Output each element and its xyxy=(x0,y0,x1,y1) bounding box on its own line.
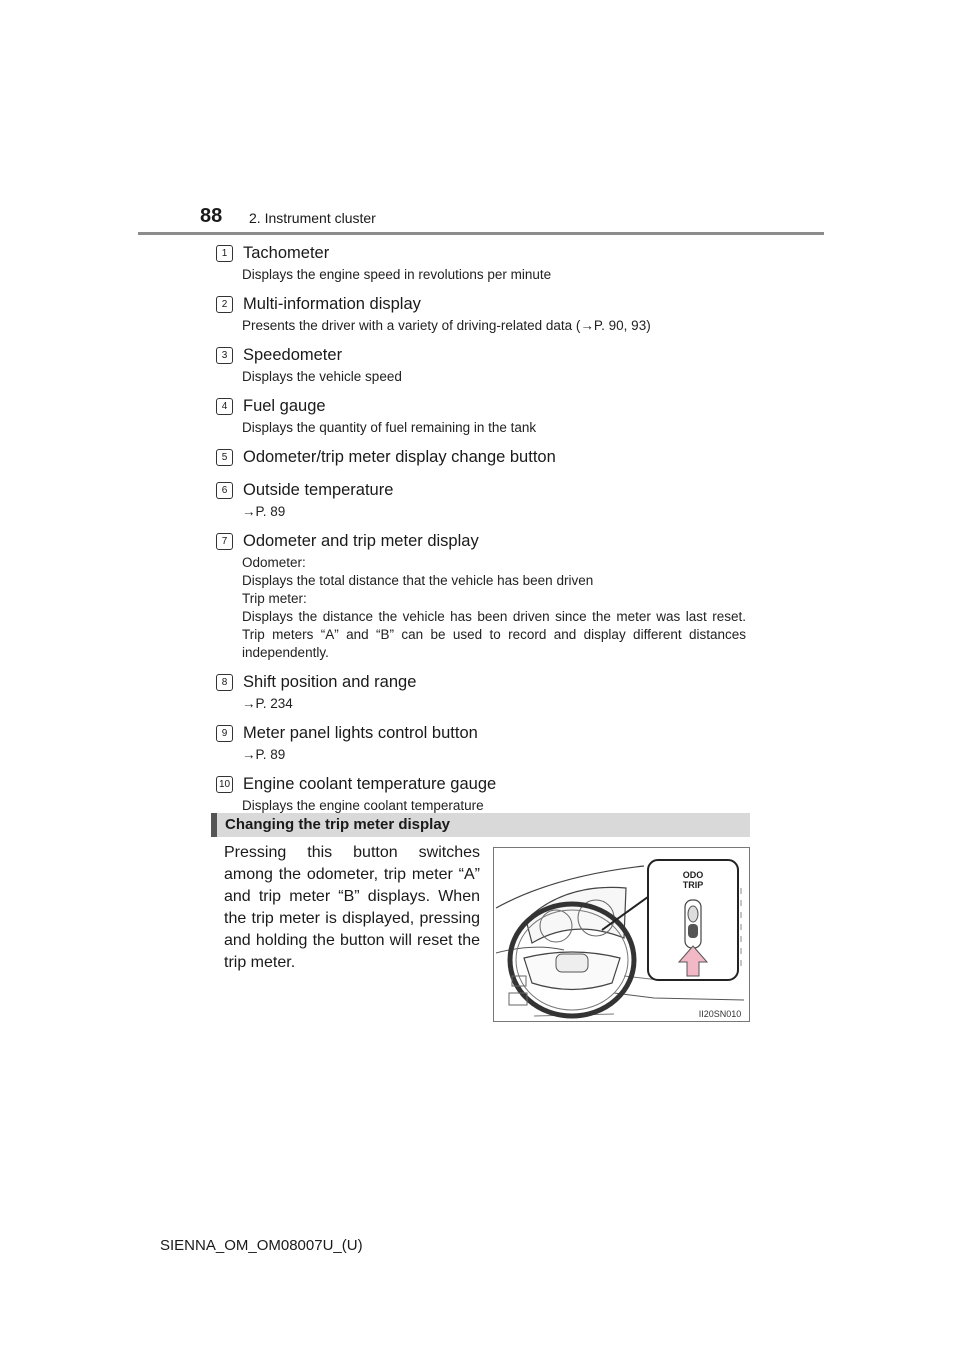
body-paragraph: Pressing this button switches among the odometer, trip meter “A” and trip meter “B” displays. When the trip meter is displayed, pressing and holding the button will reset the trip meter. xyxy=(224,844,480,971)
item-title: Tachometer xyxy=(243,243,330,262)
item-number-badge: 9 xyxy=(216,725,233,742)
item-number-badge: 8 xyxy=(216,674,233,691)
item-description: Presents the driver with a variety of driving-related data (→P. 90, 93) xyxy=(242,318,651,333)
section-title: 2. Instrument cluster xyxy=(249,210,376,226)
item-description: Odometer: Displays the total distance that the vehicle has been driven Trip meter: Displays the distance the vehicle has been driven since the meter was last reset. Trip meters “A” and “B” can be used to record and display different distances independently. xyxy=(242,555,746,660)
item-description: Displays the vehicle speed xyxy=(242,369,402,384)
list-item xyxy=(216,393,746,437)
footer-code: SIENNA_OM_OM08007U_(U) xyxy=(160,1237,363,1254)
item-number-badge: 4 xyxy=(216,398,233,415)
item-title: Fuel gauge xyxy=(243,396,326,415)
list-item xyxy=(216,477,746,521)
item-number-badge: 2 xyxy=(216,296,233,313)
item-page-reference: →P. 89 xyxy=(242,504,286,519)
item-list xyxy=(216,240,746,822)
item-number-badge: 5 xyxy=(216,449,233,466)
list-item xyxy=(216,444,746,470)
item-number-badge: 1 xyxy=(216,245,233,262)
list-item xyxy=(216,528,746,662)
list-item xyxy=(216,342,746,386)
figure-code: II20SN010 xyxy=(698,1009,742,1019)
item-description: Displays the quantity of fuel remaining in the tank xyxy=(242,420,537,435)
item-number-badge: 10 xyxy=(216,776,233,793)
item-title: Odometer and trip meter display xyxy=(243,531,479,550)
item-title: Speedometer xyxy=(243,345,343,364)
odo-label: ODO xyxy=(682,870,704,880)
header-rule xyxy=(138,232,824,235)
item-title: Engine coolant temperature gauge xyxy=(243,774,497,793)
item-number-badge: 7 xyxy=(216,533,233,550)
list-item xyxy=(216,240,746,284)
item-title: Odometer/trip meter display change button xyxy=(243,447,556,466)
item-title: Meter panel lights control button xyxy=(243,723,478,742)
dashboard-illustration xyxy=(493,847,750,1022)
list-item xyxy=(216,720,746,764)
list-item xyxy=(216,669,746,713)
list-item xyxy=(216,291,746,335)
item-description: Displays the engine coolant temperature xyxy=(242,798,484,813)
item-number-badge: 6 xyxy=(216,482,233,499)
list-item xyxy=(216,771,746,815)
item-title: Shift position and range xyxy=(243,672,417,691)
item-description: Displays the engine speed in revolutions per minute xyxy=(242,267,552,282)
dashboard-drawing xyxy=(494,848,749,1021)
page-number: 88 xyxy=(200,205,223,227)
item-title: Multi-information display xyxy=(243,294,421,313)
item-number-badge: 3 xyxy=(216,347,233,364)
subheading-text: Changing the trip meter display xyxy=(225,816,451,833)
trip-label: TRIP xyxy=(682,880,704,890)
item-page-reference: →P. 234 xyxy=(242,696,293,711)
item-title: Outside temperature xyxy=(243,480,394,499)
subheading-bar xyxy=(211,813,750,837)
item-page-reference: →P. 89 xyxy=(242,747,286,762)
